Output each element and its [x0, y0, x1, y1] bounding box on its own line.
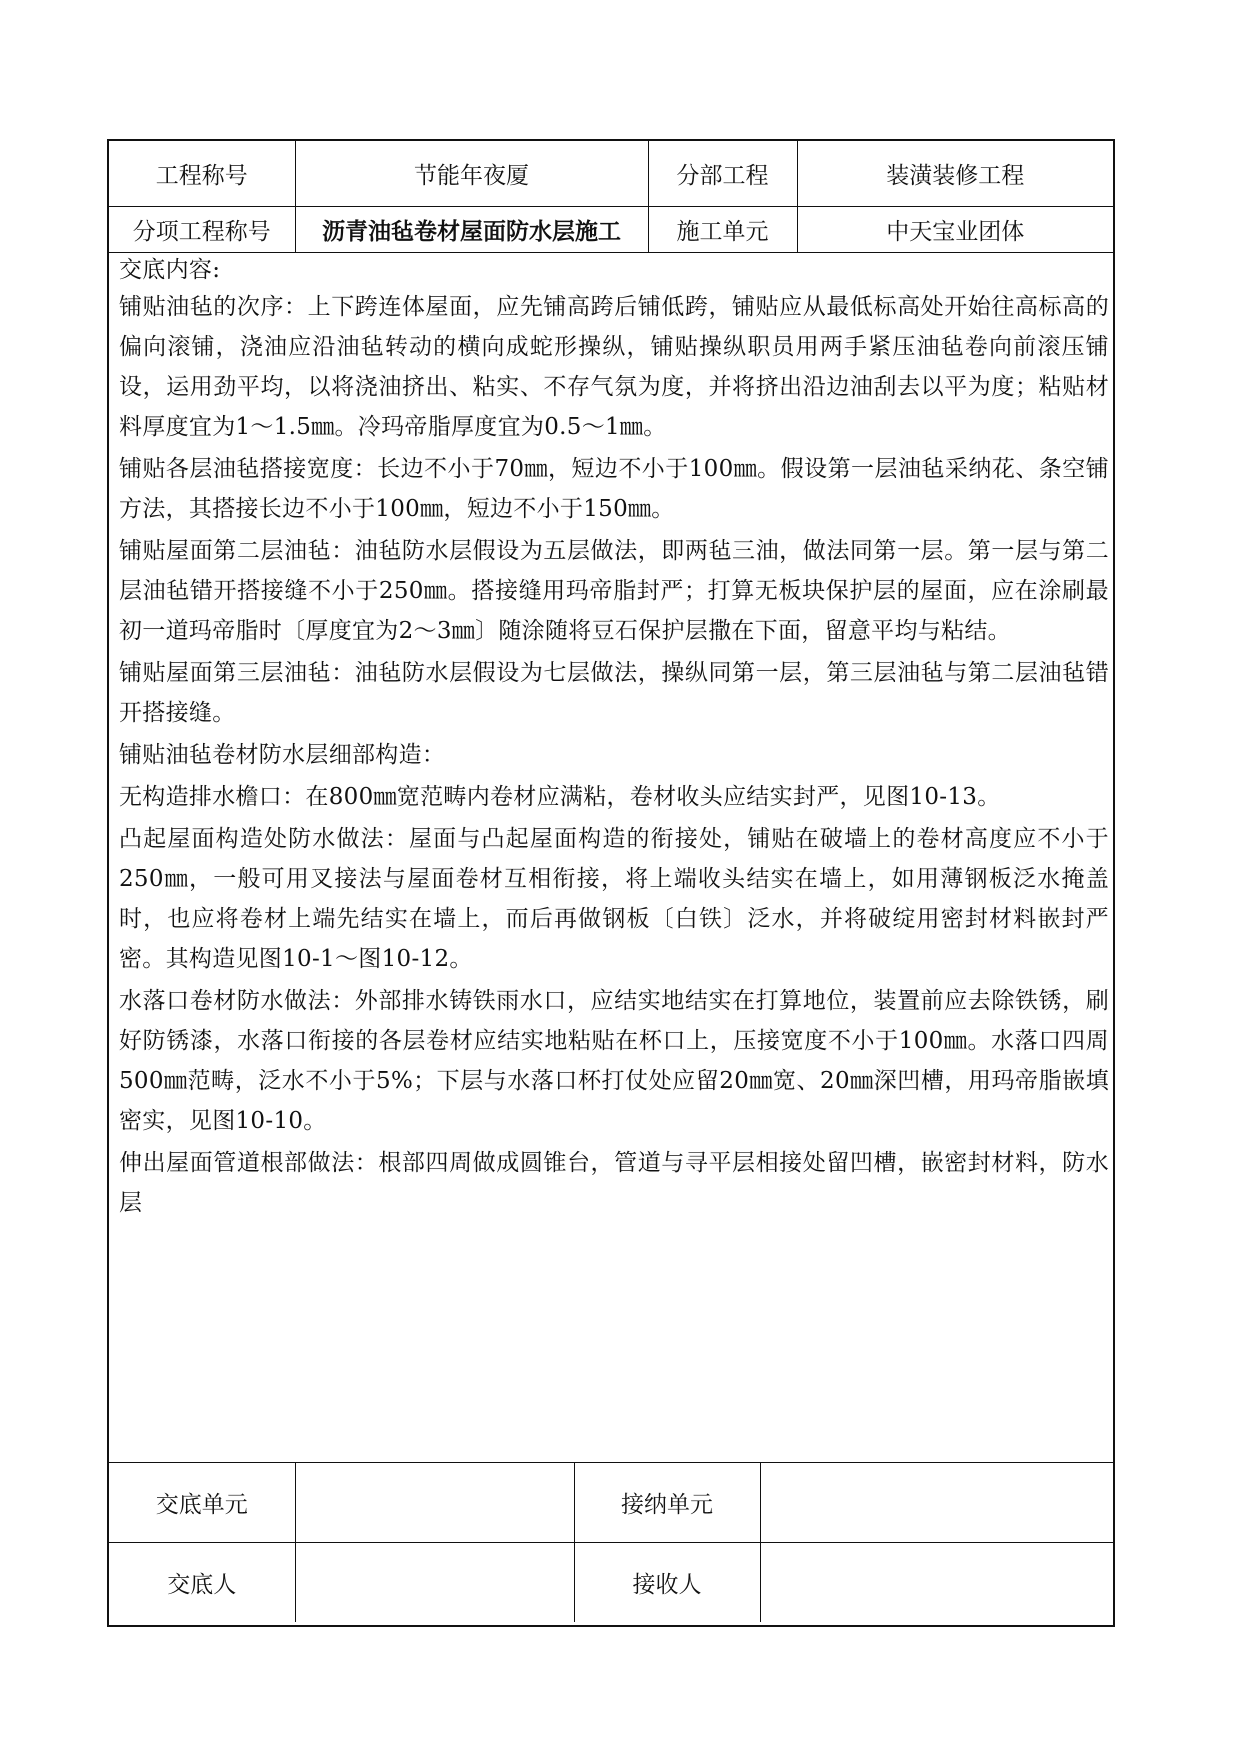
project-name-value: 节能年夜厦: [295, 141, 648, 207]
receiver-field[interactable]: [760, 1543, 1113, 1623]
content-paragraph: 水落口卷材防水做法：外部排水铸铁雨水口，应结实地结实在打算地位，装置前应去除铁锈，刷好防锈漆，水落口衔接的各层卷材应结实地粘贴在杯口上，压接宽度不小于100㎜。水落口四周500㎜范畴，泛水不小于5%；下层与水落口杯打仗处应留20㎜宽、20㎜深凹槽，用玛帝脂嵌填密实，见图10-10。: [119, 988, 1109, 1134]
content-paragraph: 铺贴屋面第二层油毡：油毡防水层假设为五层做法，即两毡三油，做法同第一层。第一层与第二层油毡错开搭接缝不小于250㎜。搭接缝用玛帝脂封严；打算无板块保护层的屋面，应在涂刷最初一道玛帝脂时〔厚度宜为2～3㎜〕随涂随将豆石保护层撒在下面，留意平均与粘结。: [119, 538, 1109, 644]
signature-table: [109, 1462, 1113, 1622]
discloser-label: 交底人: [109, 1543, 295, 1623]
division-label: 分部工程: [648, 141, 797, 207]
disclosure-form: [107, 139, 1115, 1627]
subitem-name-label: 分项工程称号: [109, 207, 295, 253]
content-paragraph: 凸起屋面构造处防水做法：屋面与凸起屋面构造的衔接处，铺贴在破墙上的卷材高度应不小于250㎜，一般可用叉接法与屋面卷材互相衔接，将上端收头结实在墙上，如用薄钢板泛水掩盖时，也应将卷材上端先结实在墙上，而后再做钢板〔白铁〕泛水，并将破绽用密封材料嵌封严密。其构造见图10-1～图10-12。: [119, 826, 1109, 972]
disclosing-unit-label: 交底单元: [109, 1463, 295, 1543]
discloser-field[interactable]: [295, 1543, 574, 1623]
content-paragraph: 铺贴油毡的次序：上下跨连体屋面，应先铺高跨后铺低跨，铺贴应从最低标高处开始往高标高的偏向滚铺，浇油应沿油毡转动的横向成蛇形操纵，铺贴操纵职员用两手紧压油毡卷向前滚压铺设，运用劲平均，以将浇油挤出、粘实、不存气氛为度，并将挤出沿边油刮去以平为度；粘贴材料厚度宜为1～1.5㎜。冷玛帝脂厚度宜为0.5～1㎜。: [119, 294, 1109, 440]
subitem-name-value: 沥青油毡卷材屋面防水层施工: [295, 207, 648, 253]
receiving-unit-label: 接纳单元: [574, 1463, 760, 1543]
construction-unit-value: 中天宝业团体: [797, 207, 1113, 253]
disclosing-unit-field[interactable]: [295, 1463, 574, 1543]
disclosure-content: [119, 253, 1109, 1603]
content-paragraph: 铺贴油毡卷材防水层细部构造：: [119, 742, 446, 768]
content-paragraph: 伸出屋面管道根部做法：根部四周做成圆锥台，管道与寻平层相接处留凹槽，嵌密封材料，防水层: [119, 1150, 1109, 1216]
construction-unit-label: 施工单元: [648, 207, 797, 253]
content-paragraph: 铺贴屋面第三层油毡：油毡防水层假设为七层做法，操纵同第一层，第三层油毡与第二层油毡错开搭接缝。: [119, 660, 1109, 726]
content-intro: 交底内容:: [119, 257, 221, 283]
division-value: 装潢装修工程: [797, 141, 1113, 207]
content-paragraph: 铺贴各层油毡搭接宽度：长边不小于70㎜，短边不小于100㎜。假设第一层油毡采纳花、条空铺方法，其搭接长边不小于100㎜，短边不小于150㎜。: [119, 456, 1109, 522]
project-name-label: 工程称号: [109, 141, 295, 207]
content-paragraph: 无构造排水檐口：在800㎜宽范畴内卷材应满粘，卷材收头应结实封严，见图10-13。: [119, 784, 1001, 810]
header-row: [109, 207, 1113, 253]
header-row: [109, 141, 1113, 207]
receiving-unit-field[interactable]: [760, 1463, 1113, 1543]
header-table: [109, 141, 1113, 253]
signature-row: [109, 1543, 1113, 1623]
signature-row: [109, 1463, 1113, 1543]
receiver-label: 接收人: [574, 1543, 760, 1623]
